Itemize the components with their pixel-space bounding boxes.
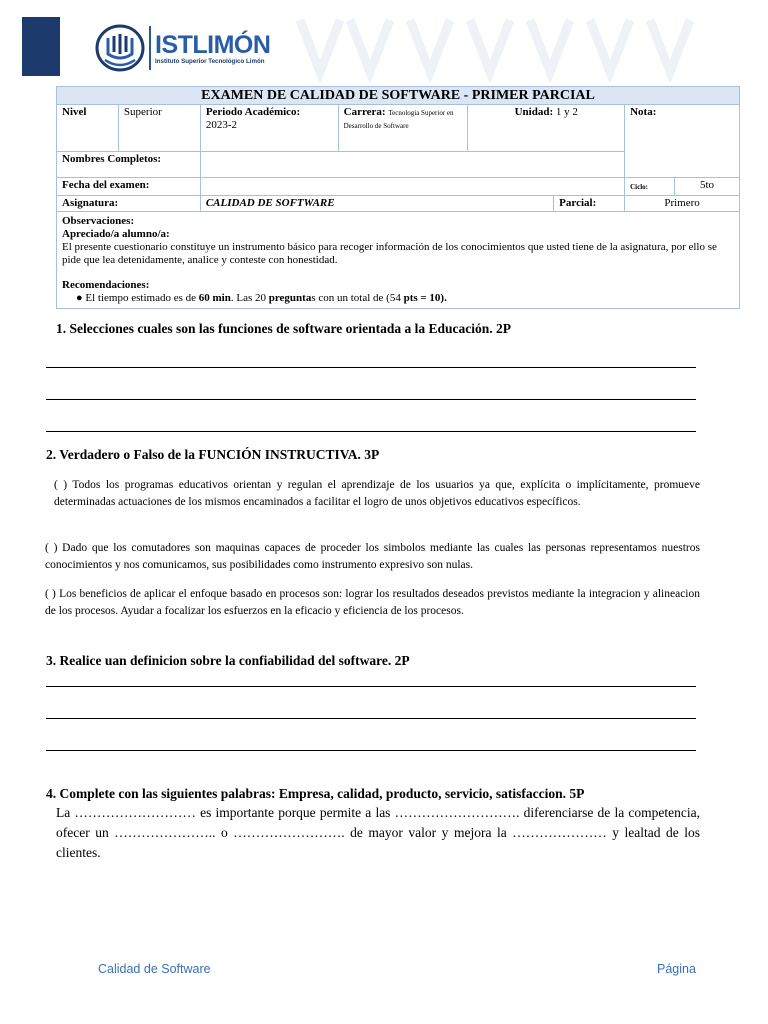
carrera-value: Tecnologia Superior en Desarrollo de Software: [343, 109, 454, 130]
answer-line-1b[interactable]: [46, 399, 696, 400]
rec-time: 60 min: [198, 292, 231, 304]
observaciones-label: Observaciones:: [62, 215, 135, 227]
observaciones-text: El presente cuestionario constituye un instrumento básico para recoger información de los conocimientos que usted tiene de la asignatura, por ello se pide que lea detenidamente, analice y conteste con honestidad.: [62, 241, 717, 266]
carrera-cell: [338, 105, 468, 152]
answer-line-1c[interactable]: [46, 431, 696, 432]
side-color-bar: [22, 17, 60, 76]
unidad-label: Unidad:: [514, 106, 554, 118]
carrera-label: Carrera:: [343, 106, 386, 118]
rec-text-2: . Las 20: [230, 292, 269, 304]
logo-name: ISTLIMÓN: [155, 30, 271, 59]
institution-logo: [95, 22, 270, 74]
q2-statement-2: ( ) Dado que los comutadores son maquinas capaces de proceder los simbolos mediante las cuales las personas representamos nuestros conocimientos y nos comunicamos, sus posibilidades como instrumento expresivo son nulas.: [45, 542, 700, 571]
rec-preguntas: pregunta: [268, 292, 312, 304]
unidad-value: 1 y 2: [555, 106, 578, 118]
q2-statement-1: ( ) Todos los programas educativos orientan y regulan el aprendizaje de los usuarios ya que, explícita o implícitamente, promueve determinadas actuaciones de los mismos encaminados a facilitar el logro de unos objetivos educativos específicos.: [54, 479, 700, 508]
recommendation-item: [62, 292, 734, 305]
answer-line-3b[interactable]: [46, 718, 696, 719]
rec-text-1: El tiempo estimado es de: [85, 292, 199, 304]
nombres-label: Nombres Completos:: [57, 152, 201, 178]
recomendaciones-label: Recomendaciones:: [62, 279, 150, 291]
watermark-decoration: [290, 10, 710, 82]
answer-line-3a[interactable]: [46, 686, 696, 687]
q2-statement-3: ( ) Los beneficios de aplicar el enfoque basado en procesos son: lograr los resultados deseados previstos mediante la integracion y alineacion de los procesos. Ayudar a focalizar los esfuerzos en la eficacio y eficiencia de los procesos.: [45, 588, 700, 617]
unidad-cell: [468, 105, 625, 152]
asignatura-label: Asignatura:: [57, 196, 201, 212]
nivel-value: Superior: [118, 105, 200, 152]
nombres-field[interactable]: [200, 152, 624, 178]
logo-separator: [149, 26, 151, 70]
nota-label: Nota:: [625, 105, 740, 178]
question-3: 3. Realice uan definicion sobre la confiabilidad del software. 2P: [46, 653, 410, 668]
rec-text-3: s con un total de (54: [311, 292, 404, 304]
question-2: 2. Verdadero o Falso de la FUNCIÓN INSTRUCTIVA. 3P: [46, 447, 380, 462]
fecha-label: Fecha del examen:: [57, 178, 201, 196]
ciclo-label: Ciclo:: [625, 178, 675, 196]
parcial-label: Parcial:: [554, 196, 625, 212]
logo-subtitle: Instituto Superior Tecnológico Limón: [155, 57, 265, 65]
question-1: 1. Selecciones cuales son las funciones de software orientada a la Educación. 2P: [56, 321, 511, 336]
apreciado-label: Apreciado/a alumno/a:: [62, 228, 170, 240]
rec-points: pts = 10).: [403, 292, 447, 304]
q4-fill-text: La ……………………… es importante porque permite a las ………………………. diferenciarse de la competencia, ofecer un ………………….. o ……………………. de mayor valor y mejora la ………………… y lealtad de los clientes.: [56, 805, 700, 860]
nivel-label: Nivel: [57, 105, 119, 152]
footer-page-label: Página: [657, 962, 696, 976]
exam-header-table: [56, 86, 740, 309]
periodo-cell: [200, 105, 338, 152]
observaciones-cell: [57, 212, 740, 309]
exam-title: EXAMEN DE CALIDAD DE SOFTWARE - PRIMER PARCIAL: [57, 87, 740, 105]
answer-line-3c[interactable]: [46, 750, 696, 751]
parcial-value: Primero: [625, 196, 740, 212]
asignatura-value: CALIDAD DE SOFTWARE: [200, 196, 553, 212]
bullet-icon: ●: [76, 292, 83, 304]
footer-course-name: Calidad de Software: [98, 962, 211, 976]
periodo-label: Periodo Académico:: [205, 106, 301, 118]
answer-line-1a[interactable]: [46, 367, 696, 368]
periodo-value: 2023-2: [205, 119, 237, 131]
shield-logo-icon: [95, 24, 145, 72]
fecha-field[interactable]: [200, 178, 624, 196]
ciclo-value: 5to: [675, 178, 740, 196]
question-4: 4. Complete con las siguientes palabras: Empresa, calidad, producto, servicio, satisfaccion. 5P: [46, 786, 585, 801]
